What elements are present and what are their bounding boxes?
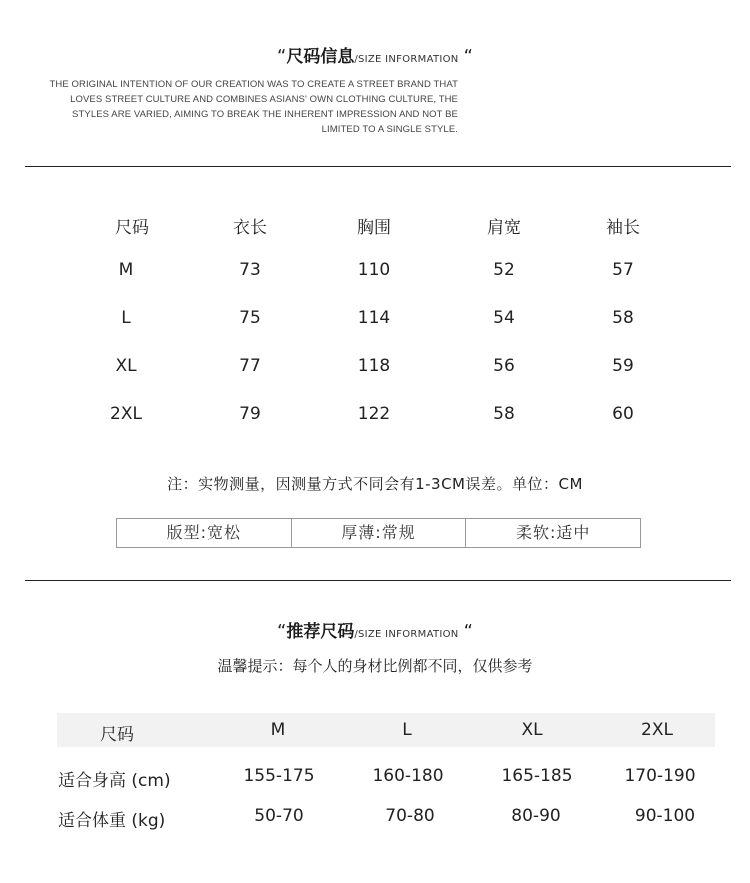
column-header: 尺码 (100, 725, 134, 745)
divider (25, 580, 731, 581)
intro-line: THE ORIGINAL INTENTION OF OUR CREATION WAS TO CREATE A STREET BRAND THAT (49, 79, 458, 90)
table-cell: 60 (612, 404, 634, 424)
table-cell: 80-90 (511, 806, 561, 826)
brand-intro-text (18, 77, 458, 137)
size-info-heading (0, 42, 750, 67)
table-cell: M (118, 260, 134, 280)
table-cell: 70-80 (385, 806, 435, 826)
recommend-title-en: /SIZE INFORMATION (354, 629, 459, 640)
table-cell: 58 (612, 308, 634, 328)
intro-line: STYLES ARE VARIED, AIMING TO BREAK THE INHERENT IMPRESSION AND NOT BE (72, 109, 458, 120)
row-label-height: 适合身高 (cm) (58, 771, 171, 791)
divider (25, 166, 731, 167)
table-cell: 77 (239, 356, 261, 376)
column-header: L (402, 720, 412, 740)
column-header: 胸围 (357, 218, 391, 238)
fabric-attributes (116, 518, 641, 548)
table-cell: 160-180 (372, 766, 444, 786)
column-header: 衣长 (233, 218, 267, 238)
table-cell: 110 (357, 260, 391, 280)
column-header: XL (521, 720, 543, 740)
column-header: 2XL (641, 720, 673, 740)
attribute-fit: 版型:宽松 (166, 523, 242, 542)
table-cell: 50-70 (254, 806, 304, 826)
attribute-thickness: 厚薄:常规 (291, 519, 466, 547)
table-cell: 114 (357, 308, 391, 328)
table-cell: 73 (239, 260, 261, 280)
recommend-tip: 温馨提示：每个人的身材比例都不同，仅供参考 (217, 657, 533, 675)
attribute-softness: 柔软:适中 (465, 519, 640, 547)
table-cell: 90-100 (634, 806, 696, 826)
recommend-title-cn: 推荐尺码 (286, 622, 355, 642)
intro-line: LOVES STREET CULTURE AND COMBINES ASIANS' OWN CLOTHING CULTURE, THE (70, 94, 458, 105)
column-header: 肩宽 (487, 218, 521, 238)
table-cell: 52 (493, 260, 515, 280)
quote-close: “ (463, 621, 473, 642)
table-cell: L (121, 308, 131, 328)
quote-close: “ (463, 46, 473, 67)
column-header: 尺码 (115, 218, 149, 238)
table-cell: 118 (357, 356, 391, 376)
table-cell: 79 (239, 404, 261, 424)
recommend-heading (0, 617, 750, 642)
quote-open: “ (277, 46, 287, 67)
table-cell: 170-190 (624, 766, 696, 786)
intro-line: LIMITED TO A SINGLE STYLE. (321, 124, 458, 135)
size-info-title-cn: 尺码信息 (286, 47, 355, 67)
column-header: 袖长 (606, 218, 640, 238)
size-info-title-en: /SIZE INFORMATION (354, 54, 459, 65)
row-label-weight: 适合体重 (kg) (58, 811, 166, 831)
quote-open: “ (277, 621, 287, 642)
table-cell: 165-185 (501, 766, 573, 786)
column-header: M (270, 720, 286, 740)
table-cell: 155-175 (243, 766, 315, 786)
table-cell: 57 (612, 260, 634, 280)
table-cell: 54 (493, 308, 515, 328)
table-cell: 122 (357, 404, 391, 424)
table-cell: 56 (493, 356, 515, 376)
table-cell: 75 (239, 308, 261, 328)
table-cell: XL (115, 356, 137, 376)
measurement-note: 注：实物测量，因测量方式不同会有1-3CM误差。单位：CM (167, 475, 583, 493)
table-cell: 58 (493, 404, 515, 424)
table-cell: 2XL (110, 404, 142, 424)
table-cell: 59 (612, 356, 634, 376)
